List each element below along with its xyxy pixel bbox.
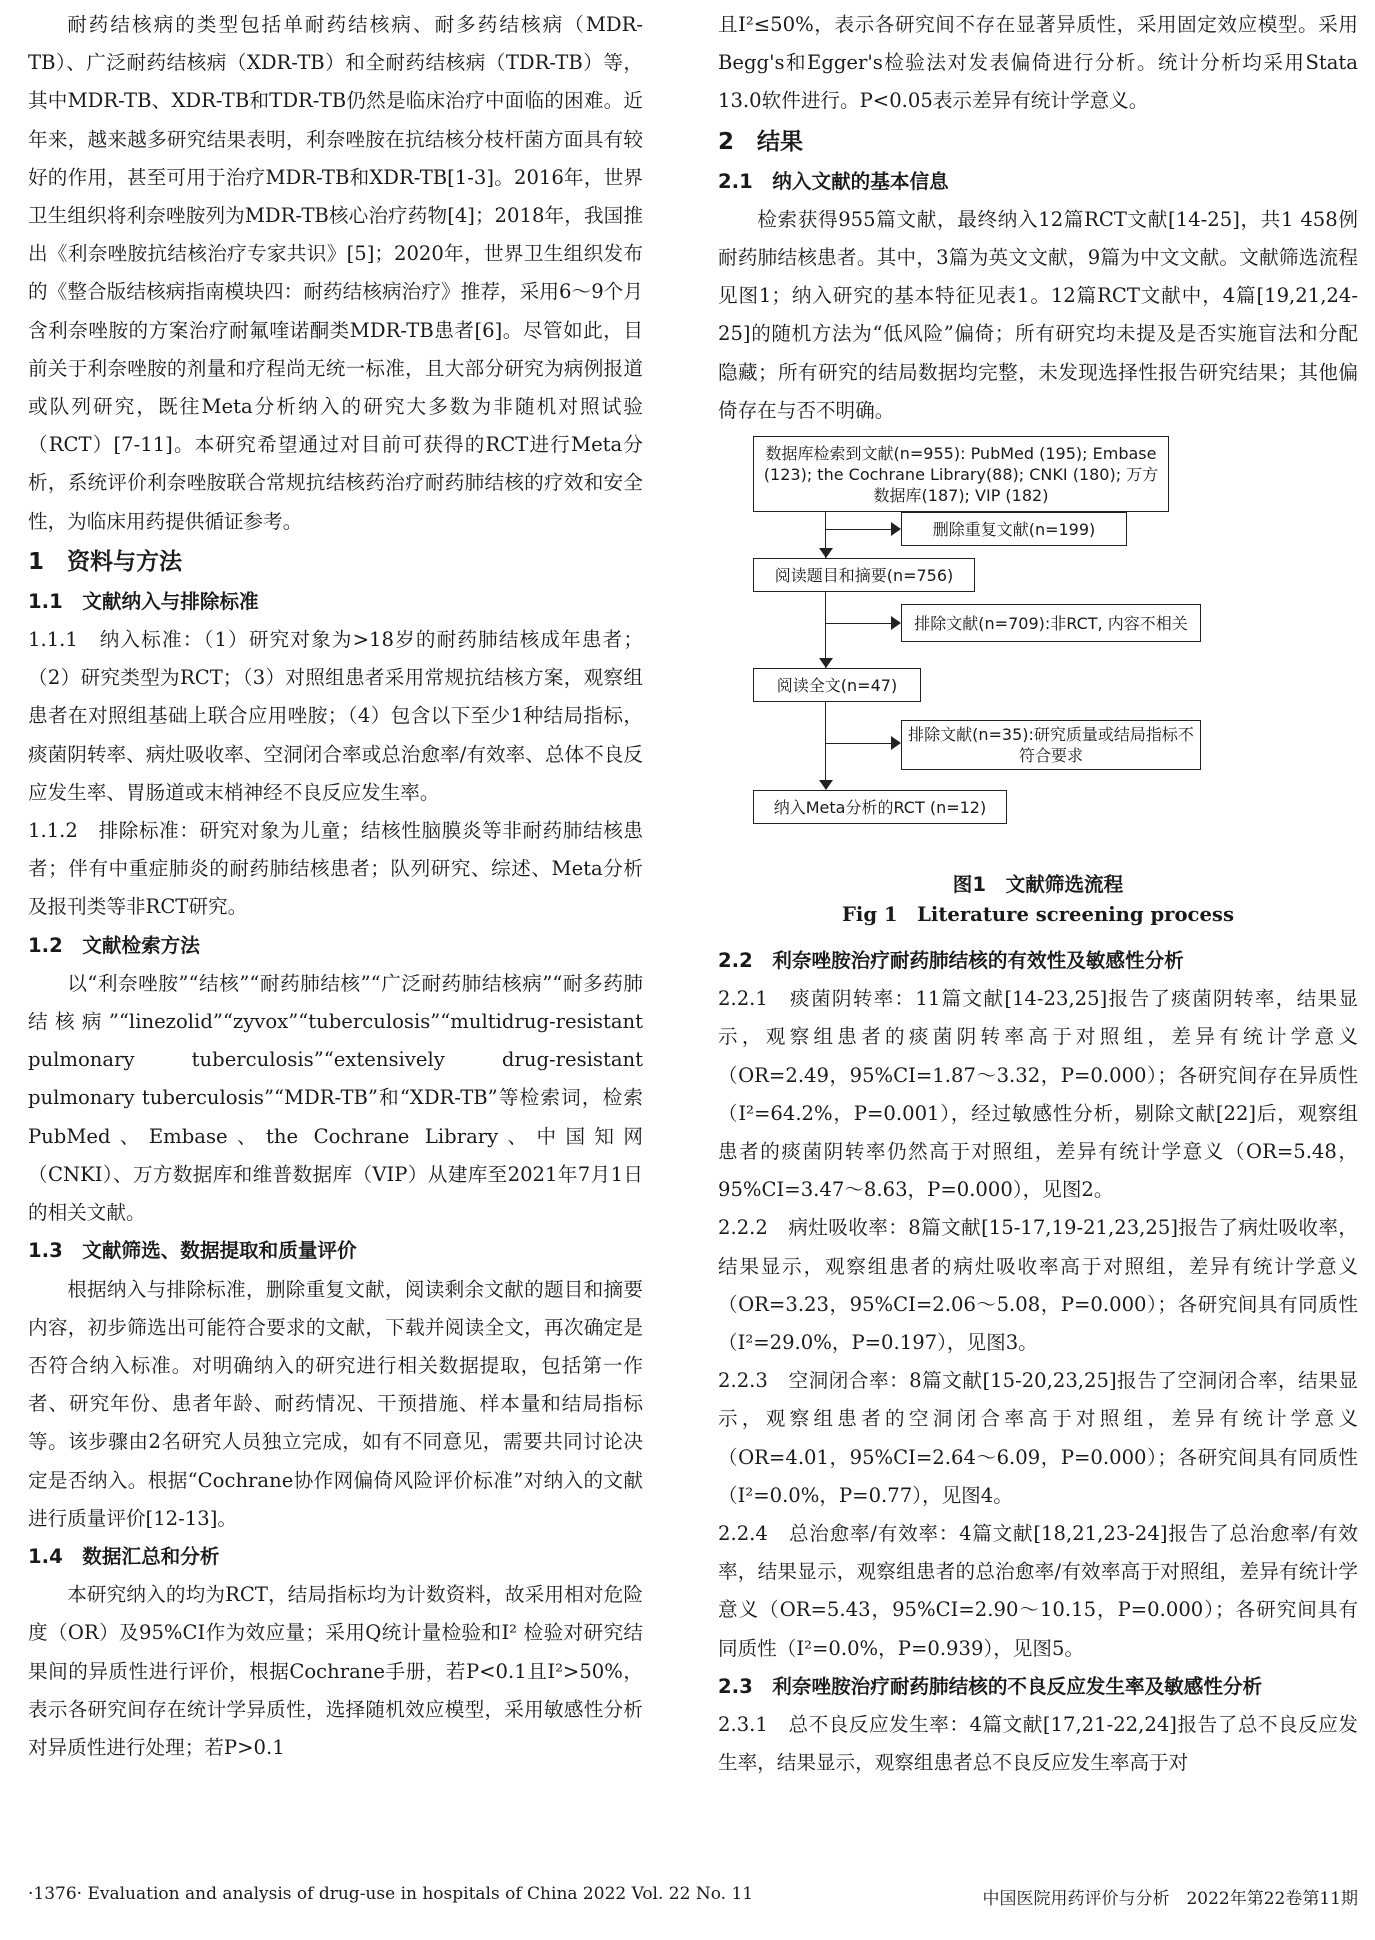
flow-lower-connector: [825, 702, 826, 782]
right-column: [718, 6, 1358, 1783]
sputum-conversion-paragraph: 2.2.1 痰菌阴转率：11篇文献[14-23,25]报告了痰菌阴转率，结果显示，观察组患者的痰菌阴转率高于对照组，差异有统计学意义（OR=2.49，95%CI=1.87～3.32，P=0.000）；各研究间存在异质性（I²=64.2%，P=0.001），经过敏感性分析，剔除文献[22]后，观察组患者的痰菌阴转率仍然高于对照组，差异有统计学意义（OR=5.48，95%CI=3.47～8.63，P=0.000），见图2。: [718, 987, 1358, 1202]
intro-paragraph: 耐药结核病的类型包括单耐药结核病、耐多药结核病（MDR-TB）、广泛耐药结核病（XDR-TB）和全耐药结核病（TDR-TB）等，其中MDR-TB、XDR-TB和TDR-TB仍然是临床治疗中面临的困难。近年来，越来越多研究结果表明，利奈唑胺在抗结核分枝杆菌方面具有较好的作用，甚至可用于治疗MDR-TB和XDR-TB[1-3]。2016年，世界卫生组织将利奈唑胺列为MDR-TB核心治疗药物[4]；2018年，我国推出《利奈唑胺抗结核治疗专家共识》[5]；2020年，世界卫生组织发布的《整合版结核病指南模块四：耐药结核病治疗》推荐，采用6～9个月含利奈唑胺的方案治疗耐氟喹诺酮类MDR-TB患者[6]。尽管如此，目前关于利奈唑胺的剂量和疗程尚无统一标准，且大部分研究为病例报道或队列研究，既往Meta分析纳入的研究大多数为非随机对照试验（RCT）[7-11]。本研究希望通过对目前可获得的RCT进行Meta分析，系统评价利奈唑胺联合常规抗结核药治疗耐药肺结核的疗效和安全性，为临床用药提供循证参考。: [28, 13, 643, 533]
subsection-heading-2-3: 2.3 利奈唑胺治疗耐药肺结核的不良反应发生率及敏感性分析: [718, 1674, 1263, 1698]
footer-left-journal: ·1376· Evaluation and analysis of drug-use in hospitals of China 2022 Vol. 22 No. 11: [28, 1884, 754, 1904]
subsection-heading-1-4: 1.4 数据汇总和分析: [28, 1544, 220, 1568]
analysis-continued-paragraph: 且I²≤50%，表示各研究间不存在显著异质性，采用固定效应模型。采用Begg's和Egger's检验法对发表偏倚进行分析。统计分析均采用Stata 13.0软件进行。P<0.05表示差异有统计学意义。: [718, 13, 1358, 113]
flow-arrow-title-abstract: [819, 548, 833, 558]
inclusion-criteria-paragraph: 1.1.1 纳入标准：（1）研究对象为>18岁的耐药肺结核成年患者；（2）研究类型为RCT；（3）对照组患者采用常规抗结核方案，观察组患者在对照组基础上联合应用唑胺；（4）包含以下至少1种结局指标，痰菌阴转率、病灶吸收率、空洞闭合率或总治愈率/有效率、总体不良反应发生率、胃肠道或末梢神经不良反应发生率。: [28, 628, 643, 804]
literature-screening-flowchart: [753, 436, 1333, 860]
flow-connector-exclude-1: [825, 623, 895, 624]
flow-connector-duplicates: [825, 529, 895, 530]
flow-arrow-full-text: [819, 658, 833, 668]
adverse-reaction-paragraph: 2.3.1 总不良反应发生率：4篇文献[17,21-22,24]报告了总不良反应发生率，结果显示，观察组患者总不良反应发生率高于对: [718, 1713, 1358, 1775]
total-cure-paragraph: 2.2.4 总治愈率/有效率：4篇文献[18,21,23-24]报告了总治愈率/有效率，结果显示，观察组患者的总治愈率/有效率高于对照组，差异有统计学意义（OR=5.43，95%CI=2.90～10.15，P=0.000）；各研究间具有同质性（I²=0.0%，P=0.939），见图5。: [718, 1522, 1358, 1660]
flow-box-database-search: 数据库检索到文献(n=955): PubMed (195); Embase (123); the Cochrane Library(88); CNKI (180); 万方数据库(187); VIP (182): [753, 436, 1169, 512]
flow-box-read-title-abstract: 阅读题目和摘要(n=756): [753, 558, 975, 592]
flow-box-included-rct: 纳入Meta分析的RCT (n=12): [753, 790, 1007, 824]
flow-arrow-exclude-2: [891, 736, 901, 750]
exclusion-criteria-paragraph: 1.1.2 排除标准：研究对象为儿童；结核性脑膜炎等非耐药肺结核患者；伴有中重症肺炎的耐药肺结核患者；队列研究、综述、Meta分析及报刊类等非RCT研究。: [28, 819, 643, 919]
analysis-paragraph: 本研究纳入的均为RCT，结局指标均为计数资料，故采用相对危险度（OR）及95%CI作为效应量；采用Q统计量检验和I² 检验对研究结果间的异质性进行评价，根据Cochrane手册，若P<0.1且I²>50%，表示各研究间存在统计学异质性，选择随机效应模型，采用敏感性分析对异质性进行处理；若P>0.1: [28, 1583, 643, 1759]
subsection-heading-1-1: 1.1 文献纳入与排除标准: [28, 589, 259, 613]
flow-box-exclude-nonrct: 排除文献(n=709):非RCT, 内容不相关: [901, 604, 1201, 642]
subsection-heading-1-2: 1.2 文献检索方法: [28, 933, 200, 957]
section-heading-1: 1 资料与方法: [28, 548, 183, 575]
screening-paragraph: 根据纳入与排除标准，删除重复文献，阅读剩余文献的题目和摘要内容，初步筛选出可能符合要求的文献，下载并阅读全文，再次确定是否符合纳入标准。对明确纳入的研究进行相关数据提取，包括第一作者、研究年份、患者年龄、耐药情况、干预措施、样本量和结局指标等。该步骤由2名研究人员独立完成，如有不同意见，需要共同讨论决定是否纳入。根据“Cochrane协作网偏倚风险评价标准”对纳入的文献进行质量评价[12-13]。: [28, 1277, 643, 1530]
flow-arrow-duplicates: [891, 522, 901, 536]
search-method-paragraph: 以“利奈唑胺”“结核”“耐药肺结核”“广泛耐药肺结核病”“耐多药肺结核病”“linezolid”“zyvox”“tuberculosis”“multidrug-resistant pulmonary tuberculosis”“extensively drug-resistant pulmonary tuberculosis”“MDR-TB”和“XDR-TB”等检索词，检索PubMed、Embase、the Cochrane Library、中国知网（CNKI）、万方数据库和维普数据库（VIP）从建库至2021年7月1日的相关文献。: [28, 971, 643, 1225]
figure-caption-cn: 图1 文献筛选流程: [952, 873, 1124, 897]
flow-box-read-full-text: 阅读全文(n=47): [753, 668, 921, 702]
left-column: [28, 6, 643, 1767]
lesion-absorption-paragraph: 2.2.2 病灶吸收率：8篇文献[15-17,19-21,23,25]报告了病灶吸收率，结果显示，观察组患者的病灶吸收率高于对照组，差异有统计学意义（OR=3.23，95%CI=2.06～5.08，P=0.000）；各研究间具有同质性（I²=29.0%，P=0.197），见图3。: [718, 1216, 1358, 1355]
flow-box-remove-duplicates: 删除重复文献(n=199): [901, 512, 1127, 546]
subsection-heading-2-1: 2.1 纳入文献的基本信息: [718, 169, 949, 193]
basic-info-paragraph: 检索获得955篇文献，最终纳入12篇RCT文献[14-25]，共1 458例耐药肺结核患者。其中，3篇为英文文献，9篇为中文文献。文献筛选流程见图1；纳入研究的基本特征见表1。12篇RCT文献中，4篇[19,21,24-25]的随机方法为“低风险”偏倚；所有研究均未提及是否实施盲法和分配隐藏；所有研究的结局数据均完整，未发现选择性报告研究结果；其他偏倚存在与否不明确。: [718, 207, 1358, 422]
section-heading-2: 2 结果: [718, 128, 804, 155]
subsection-heading-2-2: 2.2 利奈唑胺治疗耐药肺结核的有效性及敏感性分析: [718, 949, 1184, 973]
flow-arrow-included: [819, 780, 833, 790]
flow-arrow-exclude-1: [891, 616, 901, 630]
cavity-closure-paragraph: 2.2.3 空洞闭合率：8篇文献[15-20,23,25]报告了空洞闭合率，结果显示，观察组患者的空洞闭合率高于对照组，差异有统计学意义（OR=4.01，95%CI=2.64～6.09，P=0.000）；各研究间具有同质性（I²=0.0%，P=0.77），见图4。: [718, 1369, 1358, 1507]
flow-box-exclude-quality: 排除文献(n=35):研究质量或结局指标不符合要求: [901, 720, 1201, 770]
subsection-heading-1-3: 1.3 文献筛选、数据提取和质量评价: [28, 1239, 357, 1263]
figure-caption-en: Fig 1 Literature screening process: [842, 903, 1234, 927]
footer-right-journal: 中国医院用药评价与分析 2022年第22卷第11期: [982, 1889, 1358, 1909]
page-footer: [28, 1884, 1358, 1909]
flow-connector-exclude-2: [825, 743, 895, 744]
